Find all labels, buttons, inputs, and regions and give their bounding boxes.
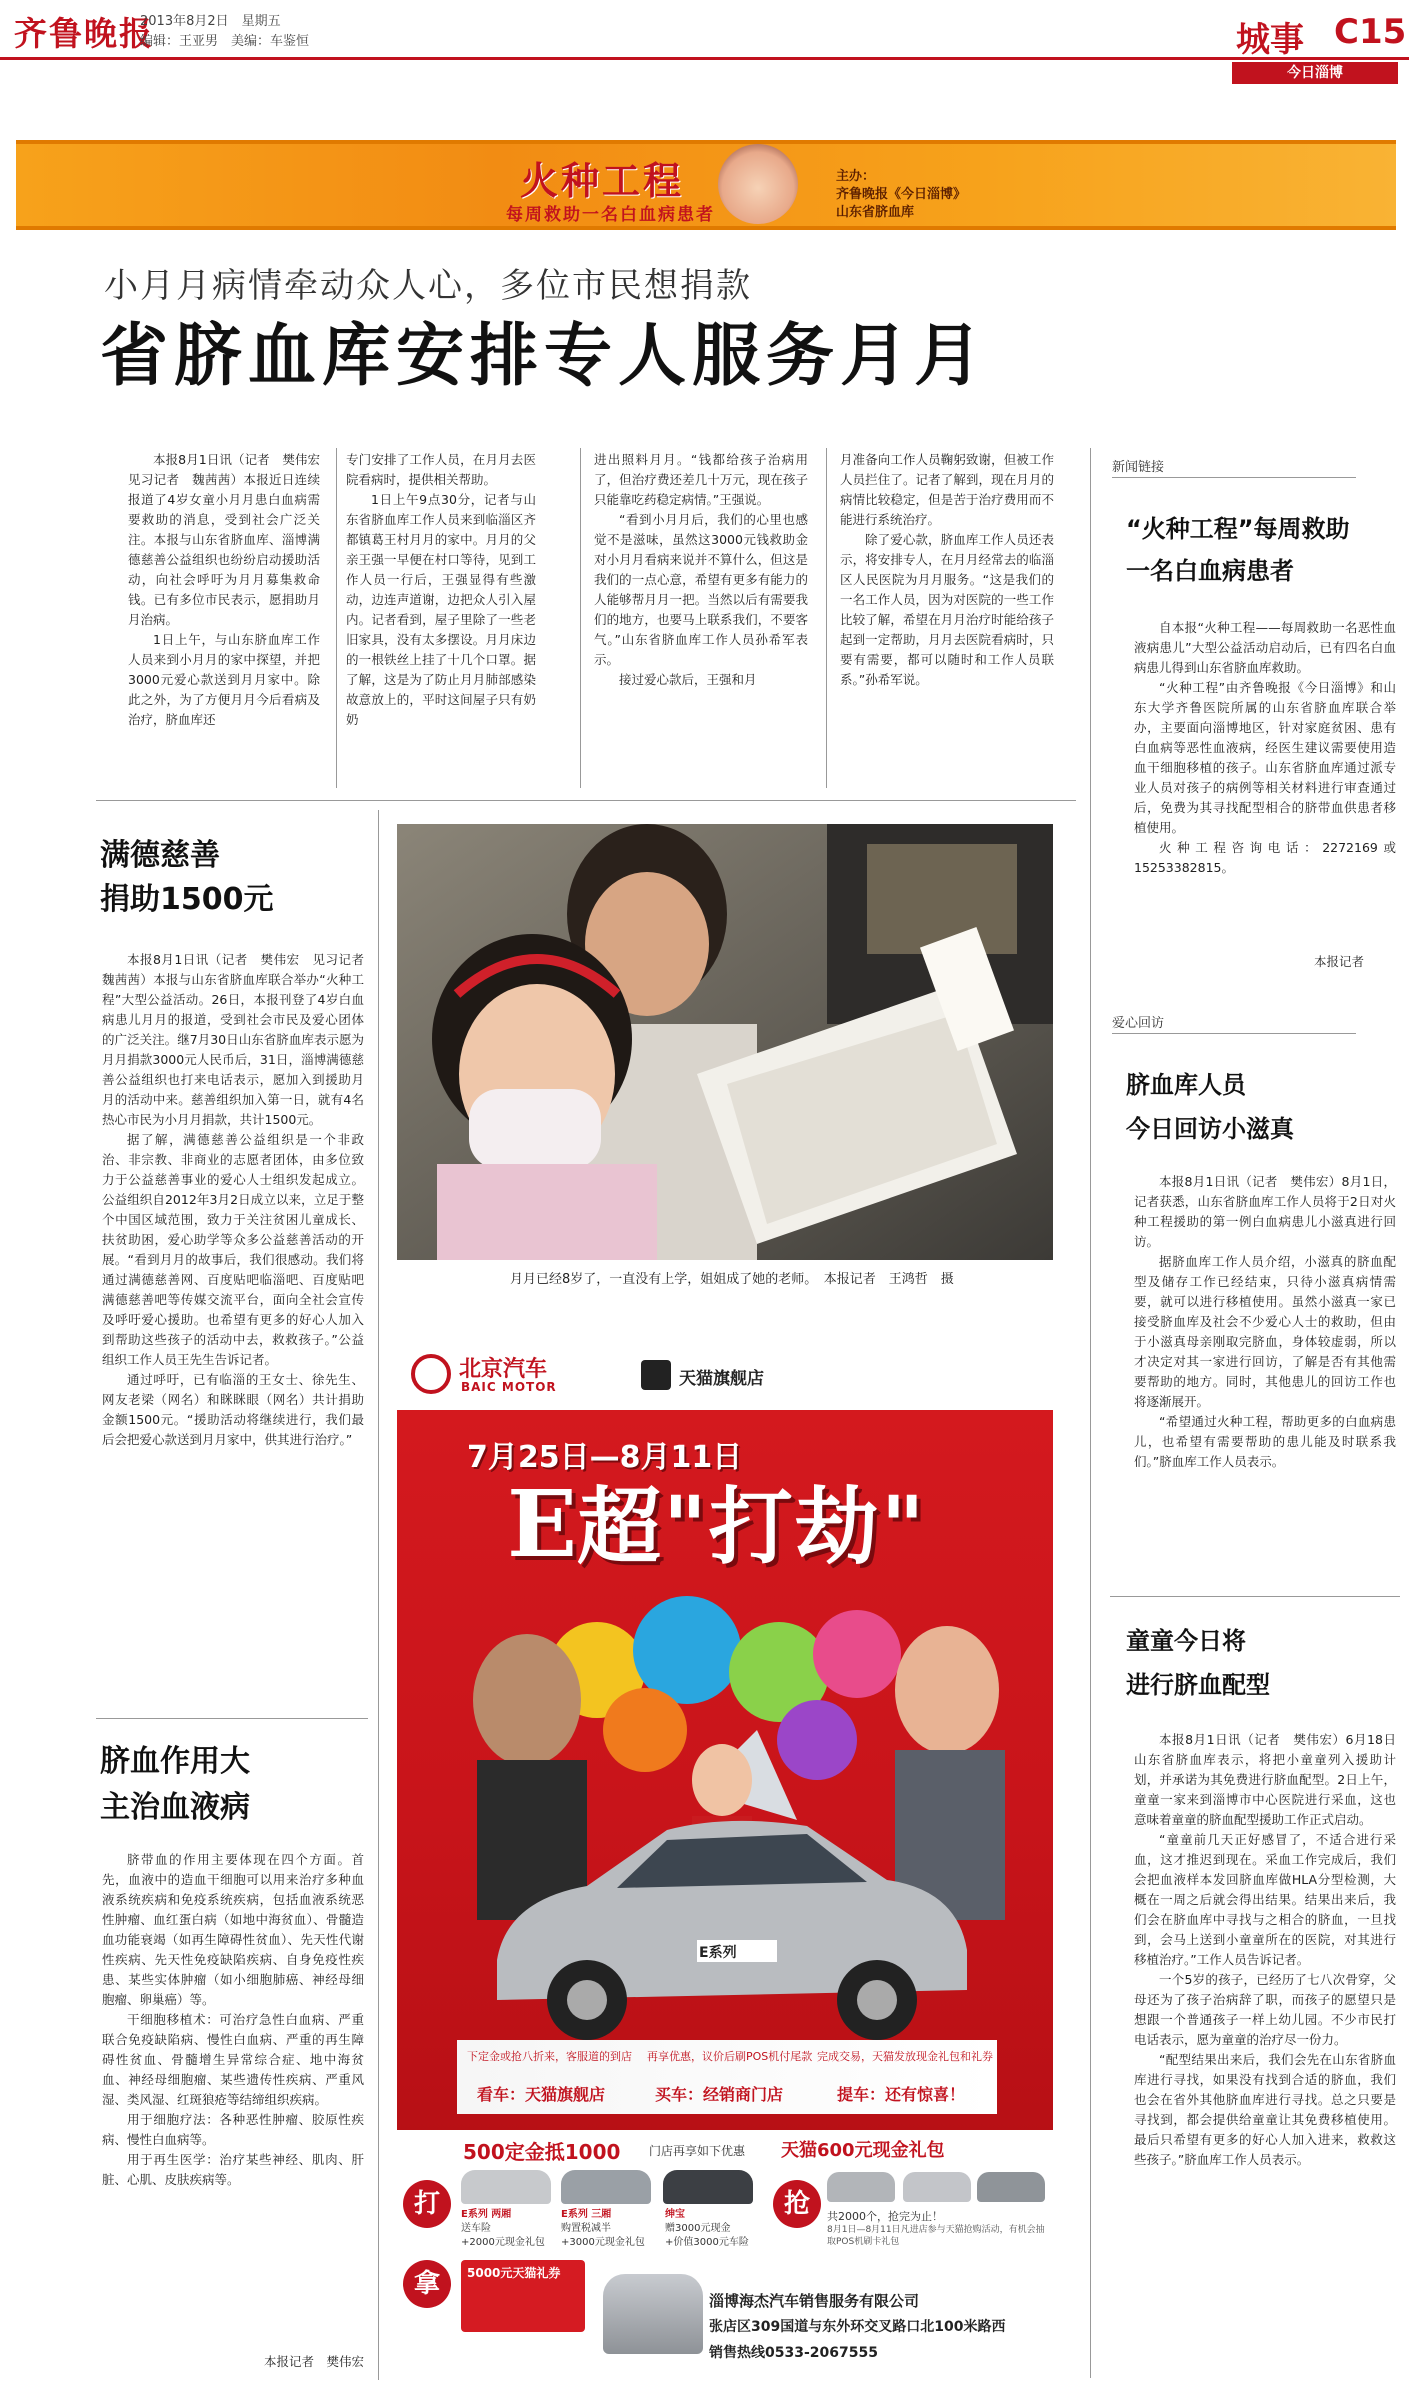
grab-badge: 抢 <box>773 2180 821 2228</box>
tmall-cat-icon <box>641 1360 671 1390</box>
column-divider <box>580 448 581 788</box>
car-thumb <box>603 2274 703 2354</box>
paragraph: 据了解，满德慈善公益组织是一个非政治、非宗教、非商业的志愿者团体，由多位致力于公益慈善事业的爱心人士组织发起成立。公益组织自2012年3月2日成立以来，立足于整个中国区域范围，致力于关注贫困儿童成长、扶贫助困，爱心助学等众多公益慈善活动的开展。“看到月月的故事后，我们很感动。我们将通过满德慈善网、百度贴吧临淄吧、百度贴吧满德慈善吧等传媒交流平台，面向全社会宣传及呼吁爱心援助。也希望有更多的好心人加入到帮助这些孩子的活动中去，救救孩子。”公益组织工作人员王先生告诉记者。 <box>102 1132 364 1367</box>
cord-title-1: 脐血作用大 <box>100 1744 250 1779</box>
paragraph: 1日上午9点30分，记者与山东省脐血库工作人员来到临淄区齐都镇葛王村月月的家中。月月的父亲王强一早便在村口等待，见到工作人员一行后，王强显得有些激动，边连声道谢，边把众人引入屋内。记者看到，屋子里除了一些老旧家具，没有太多摆设。月月床边的一根铁丝上挂了十几个口罩。据了解，这是为了防止月月肺部感染故意放上的，平时这间屋子只有奶奶 <box>346 492 536 727</box>
tag-visit: 爱心回访 <box>1112 1012 1356 1034</box>
paragraph: 本报8月1日讯（记者 樊伟宏）6月18日山东省脐血库表示，将把小童童列入援助计划，并承诺为其免费进行脐血配型。2日上午，童童一家来到淄博市中心医院进行采血，这也意味着童童的脐血配型援助工作正式启动。 <box>1134 1732 1396 1827</box>
ad-brand-en: BAIC MOTOR <box>461 1380 557 1394</box>
car-offer-3 <box>665 2208 765 2250</box>
paragraph: “火种工程”由齐鲁晚报《今日淄博》和山东大学齐鲁医院所属的山东省脐血库联合举办，主要面向淄博地区，针对家庭贫困、患有白血病等恶性血液病，经医生建议需要使用造血干细胞移植的孩子。山东省脐血库通过派专业人员对孩子的病例等相关材料进行审查通过后，免费为其寻找配型相合的脐带血供患者移植使用。 <box>1134 680 1396 835</box>
car-line: 送车险 <box>461 2223 491 2234</box>
car-name: E系列 三厢 <box>561 2209 612 2220</box>
news-link-title-1: “火种工程”每周救助 <box>1126 515 1350 543</box>
editor-line: 编辑：王亚男 美编：车鉴恒 <box>140 34 310 49</box>
car-thumb <box>561 2170 651 2204</box>
news-photo <box>397 824 1053 1260</box>
paragraph: 通过呼吁，已有临淄的王女士、徐先生、网友老梁（网名）和眯眯眼（网名）共计捐助金额1500元。“援助活动将继续进行，我们最后会把爱心款送到月月家中，供其进行治疗。” <box>102 1372 364 1447</box>
paragraph: 接过爱心款后，王强和月 <box>619 672 757 687</box>
grab-note: 共2000个，抢完为止！ <box>827 2210 943 2223</box>
visit-body <box>1134 1172 1396 1472</box>
host-label: 主办： <box>836 169 876 184</box>
visit-title-2: 今日回访小滋真 <box>1126 1115 1294 1143</box>
take-badge: 拿 <box>403 2260 451 2308</box>
baic-logo-icon <box>411 1354 451 1394</box>
banner-subtitle: 每周救助一名白血病患者 <box>506 205 715 225</box>
row-divider <box>96 800 1076 801</box>
charity-title-1: 满德慈善 <box>100 838 220 873</box>
ad-slogan: 超"打劫" <box>577 1478 927 1576</box>
car-name: 绅宝 <box>665 2209 685 2220</box>
step-3: 提车：还有惊喜！ <box>837 2085 966 2104</box>
issue-meta <box>140 12 309 52</box>
section-name: 城事 <box>1236 20 1304 60</box>
sidebar-divider <box>1090 448 1091 2378</box>
car-line: 购置税减半 <box>561 2223 611 2234</box>
step-1-note: 下定金或抢八折来，客服道的到店 <box>467 2050 632 2063</box>
car-line: 赠3000元现金 <box>665 2223 731 2234</box>
match-title-2: 进行脐血配型 <box>1126 1671 1270 1699</box>
paragraph: 脐带血的作用主要体现在四个方面。首先，血液中的造血干细胞可以用来治疗多种血液系统疾病和免疫系统疾病，包括血液系统恶性肿瘤、血红蛋白病（如地中海贫血）、骨髓造血功能衰竭（如再生障碍性贫血）、先天性代谢性疾病、先天性免疫缺陷疾病、自身免疫性疾患、某些实体肿瘤（如小细胞肺癌、神经母细胞瘤、卵巢癌）等。 <box>102 1852 364 2007</box>
paragraph: 据脐血库工作人员介绍，小滋真的脐血配型及储存工作已经结束，只待小滋真病情需要，就可以进行移植使用。虽然小滋真一家已接受脐血库及社会不少爱心人士的救助，但由于小滋真母亲刚取完脐血，身体较虚弱，所以才决定对其一家进行回访，了解是否有其他需要帮助的地方。同时，其他患儿的回访工作也将逐渐展开。 <box>1134 1254 1396 1409</box>
car-illustration <box>467 1790 977 2050</box>
car-plate: E系列 <box>699 1945 737 1961</box>
photo-illustration <box>397 824 1053 1260</box>
paragraph: 一个5岁的孩子，已经历了七八次骨穿，父母还为了孩子治病辞了职，而孩子的愿望只是想跟一个普通孩子一样上幼儿园。不少市民打电话表示，愿为童童的治疗尽一份力。 <box>1134 1972 1396 2047</box>
paragraph: 除了爱心款，脐血库工作人员还表示，将安排专人，在月月经常去的临淄区人民医院为月月服务。“这是我们的一名工作人员，因为对医院的一些工作比较了解，希望在月月治疗时能给孩子起到一定帮助，月月去医院看病时，只要有需要，都可以随时和工作人员联系。”孙希军说。 <box>840 532 1054 687</box>
car-line: +3000元现金礼包 <box>561 2237 645 2248</box>
ad-brand-cn: 北京汽车 <box>459 1357 548 1382</box>
paragraph: “配型结果出来后，我们会先在山东省脐血库进行寻找，如果没有找到合适的脐血，我们也会在省外其他脐血库进行寻找。总之只要是寻找到，都会提供给童童让其免费移植使用。最后只希望有更多的好心人加入进来，救救这些孩子。”脐血库工作人员表示。 <box>1134 2052 1396 2167</box>
paragraph: 进出照料月月。“钱都给孩子治病用了，但治疗费还差几十万元，现在孩子只能靠吃药稳定病情。”王强说。 <box>594 452 808 507</box>
child-face-image <box>718 144 798 224</box>
hit-badge: 打 <box>403 2180 451 2228</box>
paragraph: 月准备向工作人员鞠躬致谢，但被工作人员拦住了。记者了解到，现在月月的病情比较稳定，但是苦于治疗费用而不能进行系统治疗。 <box>840 452 1054 527</box>
visit-title-1: 脐血库人员 <box>1126 1071 1246 1099</box>
gift-label: 5000元天猫礼券 <box>467 2266 561 2280</box>
paragraph: 火种工程咨询电话：2272169或15253382815。 <box>1134 840 1396 875</box>
dealer-name: 淄博海杰汽车销售服务有限公司 <box>709 2292 920 2310</box>
lead-column-4 <box>840 450 1054 690</box>
news-link-title-2: 一名白血病患者 <box>1126 557 1294 585</box>
car-thumb <box>903 2172 971 2202</box>
paragraph: 专门安排了工作人员，在月月去医院看病时，提供相关帮助。 <box>346 452 536 487</box>
car-line: +价值3000元车险 <box>665 2237 749 2248</box>
cord-sign: 本报记者 樊伟宏 <box>263 2354 364 2369</box>
ad-slogan-e: E <box>507 1470 578 1578</box>
charity-title-2: 捐助1500元 <box>100 882 274 917</box>
newspaper-logo: 齐鲁晚报 <box>14 14 154 53</box>
ad-store: 天猫旗舰店 <box>679 1369 764 1389</box>
car-line: +2000元现金礼包 <box>461 2237 545 2248</box>
paragraph: 1日上午，与山东脐血库工作人员来到小月月的家中探望，并把3000元爱心款送到月月家中。除此之外，为了方便月月今后看病及治疗，脐血库还 <box>128 632 320 727</box>
column-divider <box>336 448 337 788</box>
match-body <box>1134 1730 1396 2170</box>
lead-column-2 <box>346 450 536 730</box>
paragraph: 用于再生医学：治疗某些神经、肌肉、肝脏、心肌、皮肤疾病等。 <box>102 2152 364 2187</box>
cord-body <box>102 1850 364 2190</box>
host-1: 齐鲁晚报《今日淄博》 <box>836 187 967 202</box>
ad-dates: 7月25日—8月11日 <box>467 1440 743 1475</box>
banner-title: 火种工程 <box>520 159 685 203</box>
paragraph: “看到小月月后，我们的心里也感觉不是滋味，虽然这3000元钱救助金对小月月看病来说并不算什么，但这是我们的一点心意，希望有更多有能力的人能够帮月月一把。当然以后有需要我们的地方，也要马上联系我们，不要客气。”山东省脐血库工作人员孙希军表示。 <box>594 512 808 667</box>
subsection-badge: 今日淄博 <box>1232 62 1398 84</box>
paragraph: 本报8月1日讯（记者 樊伟宏）8月1日，记者获悉，山东省脐血库工作人员将于2日对火种工程援助的第一例白血病患儿小滋真进行回访。 <box>1134 1174 1396 1249</box>
step-1: 看车：天猫旗舰店 <box>477 2085 606 2104</box>
offer-1-note: 门店再享如下优惠 <box>649 2144 746 2158</box>
paragraph: 本报8月1日讯（记者 樊伟宏 见习记者 魏茜茜）本报近日连续报道了4岁女童小月月患白血病需要救助的消息，受到社会广泛关注。本报与山东省脐血库、淄博满德慈善公益组织也纷纷启动援助活动，向社会呼吁为月月募集救命钱。已有多位市民表示，愿捐助月月治病。 <box>128 452 333 627</box>
paragraph: 自本报“火种工程——每周救助一名恶性血液病患儿”大型公益活动启动后，已有四名白血病患儿得到山东省脐血库救助。 <box>1134 620 1396 675</box>
step-3-note: 完成交易，天猫发放现金礼包和礼券 <box>817 2050 993 2063</box>
lead-headline: 省脐血库安排专人服务月月 <box>100 317 989 396</box>
car-offer-1 <box>461 2208 557 2250</box>
date-line: 2013年8月2日 星期五 <box>140 14 281 29</box>
car-thumb <box>461 2170 551 2204</box>
paragraph: “童童前几天正好感冒了，不适合进行采血，这才推迟到现在。采血工作完成后，我们会把血液样本发回脐血库做HLA分型检测，大概在一周之后就会得出结果。结果出来后，我们会在脐血库中寻找与之相合的脐血，一旦找到，会马上送到小童童所在的医院，对其进行移植治疗。”工作人员告诉记者。 <box>1134 1832 1396 1967</box>
lead-kicker: 小月月病情牵动众人心，多位市民想捐款 <box>104 266 752 306</box>
car-thumb <box>827 2172 895 2202</box>
column-divider <box>378 810 379 2380</box>
banner-hosts <box>836 168 966 222</box>
paragraph: 本报8月1日讯（记者 樊伟宏 见习记者 魏茜茜）本报与山东省脐血库联合举办“火种工程”大型公益活动。26日，本报刊登了4岁白血病患儿月月的报道，受到社会市民及爱心团体的广泛关注。继7月30日山东省脐血库表示愿为月月捐款3000元人民币后，31日，淄博满德慈善公益组织也打来电话表示，愿加入到援助月月的活动中来。慈善组织加入第一日，就有4名热心市民为小月月捐款，共计1500元。 <box>102 952 377 1127</box>
row-divider <box>1110 1596 1400 1597</box>
news-link-body <box>1134 618 1396 878</box>
car-thumb <box>977 2172 1045 2202</box>
charity-body <box>102 950 377 1450</box>
news-link-sign: 本报记者 <box>1313 954 1364 969</box>
car-advertisement <box>397 1340 1053 2380</box>
lead-column-1 <box>128 450 333 730</box>
photo-caption: 月月已经8岁了，一直没有上学，姐姐成了她的老师。 本报记者 王鸿哲 摄 <box>510 1272 954 1287</box>
row-divider <box>96 1718 368 1719</box>
lead-column-3 <box>594 450 808 690</box>
dealer-hotline: 销售热线0533-2067555 <box>709 2345 878 2361</box>
match-title-1: 童童今日将 <box>1126 1627 1246 1655</box>
paragraph: 干细胞移植术：可治疗急性白血病、严重联合免疫缺陷病、慢性白血病、严重的再生障碍性贫血、骨髓增生异常综合症、地中海贫血、神经母细胞瘤、某些遗传性疾病、严重风湿、类风湿、红斑狼疮等结缔组织疾病。 <box>102 2012 364 2107</box>
dealer-address: 张店区309国道与东外环交叉路口北100米路西 <box>709 2319 1006 2335</box>
paragraph: “希望通过火种工程，帮助更多的白血病患儿，也希望有需要帮助的患儿能及时联系我们。”脐血库工作人员表示。 <box>1134 1414 1396 1469</box>
offer-2: 天猫600元现金礼包 <box>781 2140 945 2161</box>
cord-title-2: 主治血液病 <box>100 1790 250 1825</box>
host-2: 山东省脐血库 <box>836 205 915 220</box>
paragraph: 用于细胞疗法：各种恶性肿瘤、胶原性疾病、慢性白血病等。 <box>102 2112 364 2147</box>
grab-detail: 8月1日—8月11日凡进店参与天猫抢购活动，有机会抽取POS机刷卡礼包 <box>827 2225 1045 2247</box>
tag-news-link: 新闻链接 <box>1112 456 1356 478</box>
page-number: C15 <box>1334 12 1407 52</box>
step-2-note: 再享优惠，议价后刷POS机付尾款 <box>647 2050 813 2063</box>
car-name: E系列 两厢 <box>461 2209 512 2220</box>
step-2: 买车：经销商门店 <box>655 2085 784 2104</box>
car-offer-2 <box>561 2208 661 2250</box>
offer-1: 500定金抵1000 <box>463 2140 621 2164</box>
column-divider <box>826 448 827 788</box>
car-thumb <box>663 2170 753 2204</box>
